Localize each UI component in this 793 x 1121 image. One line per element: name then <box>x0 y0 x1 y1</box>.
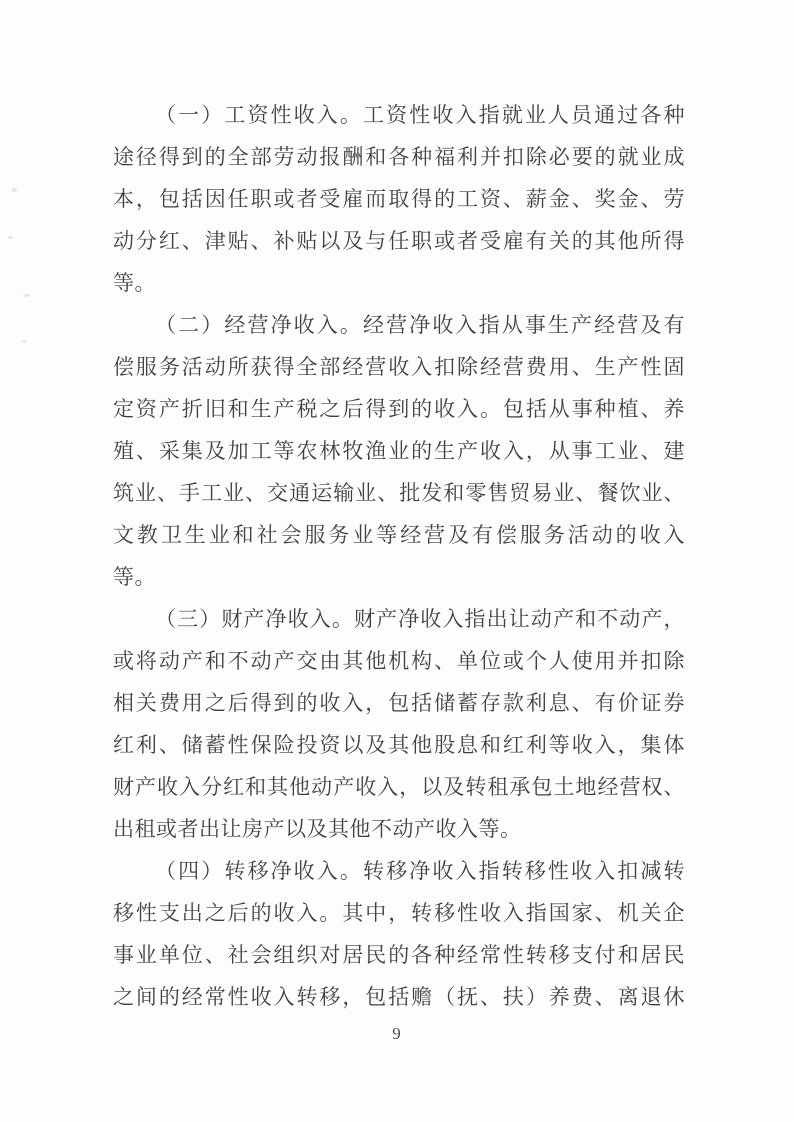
paragraph-line: 文教卫生业和社会服务业等经营及有偿服务活动的收入 <box>113 523 685 547</box>
scan-speckle <box>22 340 27 343</box>
paragraph-line: 出租或者出让房产以及其他不动产收入等。 <box>113 817 522 841</box>
paragraph-line: 筑业、手工业、交通运输业、批发和零售贸易业、餐饮业、 <box>113 481 685 505</box>
paragraph-line: 或将动产和不动产交由其他机构、单位或个人使用并扣除 <box>113 649 685 673</box>
page-number: 9 <box>392 1024 401 1043</box>
paragraph-line: （二）经营净收入。经营净收入指从事生产经营及有 <box>155 313 685 337</box>
paragraph-wage-income <box>113 94 685 304</box>
scan-speckle <box>8 236 13 239</box>
paragraph-line: 红利、储蓄性保险投资以及其他股息和红利等收入，集体 <box>113 733 685 757</box>
paragraph-line: 等。 <box>113 565 156 589</box>
paragraph-line: 定资产折旧和生产税之后得到的收入。包括从事种植、养 <box>113 397 685 421</box>
scan-speckle <box>11 188 17 192</box>
paragraph-line: 动分红、津贴、补贴以及与任职或者受雇有关的其他所得 <box>113 229 685 253</box>
paragraph-line: 移性支出之后的收入。其中，转移性收入指国家、机关企 <box>113 901 685 925</box>
paragraph-line: 途径得到的全部劳动报酬和各种福利并扣除必要的就业成 <box>113 145 685 169</box>
paragraph-line: 本，包括因任职或者受雇而取得的工资、薪金、奖金、劳 <box>113 187 685 211</box>
paragraph-line: （四）转移净收入。转移净收入指转移性收入扣减转 <box>155 859 685 883</box>
paragraph-line: 事业单位、社会组织对居民的各种经常性转移支付和居民 <box>113 943 685 967</box>
paragraph-line: 相关费用之后得到的收入，包括储蓄存款利息、有价证券 <box>113 691 685 715</box>
paragraph-line: （三）财产净收入。财产净收入指出让动产和不动产， <box>155 607 685 631</box>
paragraph-line: （一）工资性收入。工资性收入指就业人员通过各种 <box>155 103 685 127</box>
paragraph-business-net-income <box>113 304 685 598</box>
paragraph-transfer-net-income <box>113 850 685 1018</box>
scan-speckle <box>23 294 30 297</box>
paragraph-line: 之间的经常性收入转移，包括赡（抚、扶）养费、离退休 <box>113 985 685 1009</box>
paragraph-line: 殖、采集及加工等农林牧渔业的生产收入，从事工业、建 <box>113 439 685 463</box>
paragraph-property-net-income <box>113 598 685 850</box>
paragraph-line: 财产收入分红和其他动产收入，以及转租承包土地经营权、 <box>113 775 685 799</box>
paragraph-line: 等。 <box>113 271 156 295</box>
paragraph-line: 偿服务活动所获得全部经营收入扣除经营费用、生产性固 <box>113 355 685 379</box>
text-block <box>113 94 685 1018</box>
